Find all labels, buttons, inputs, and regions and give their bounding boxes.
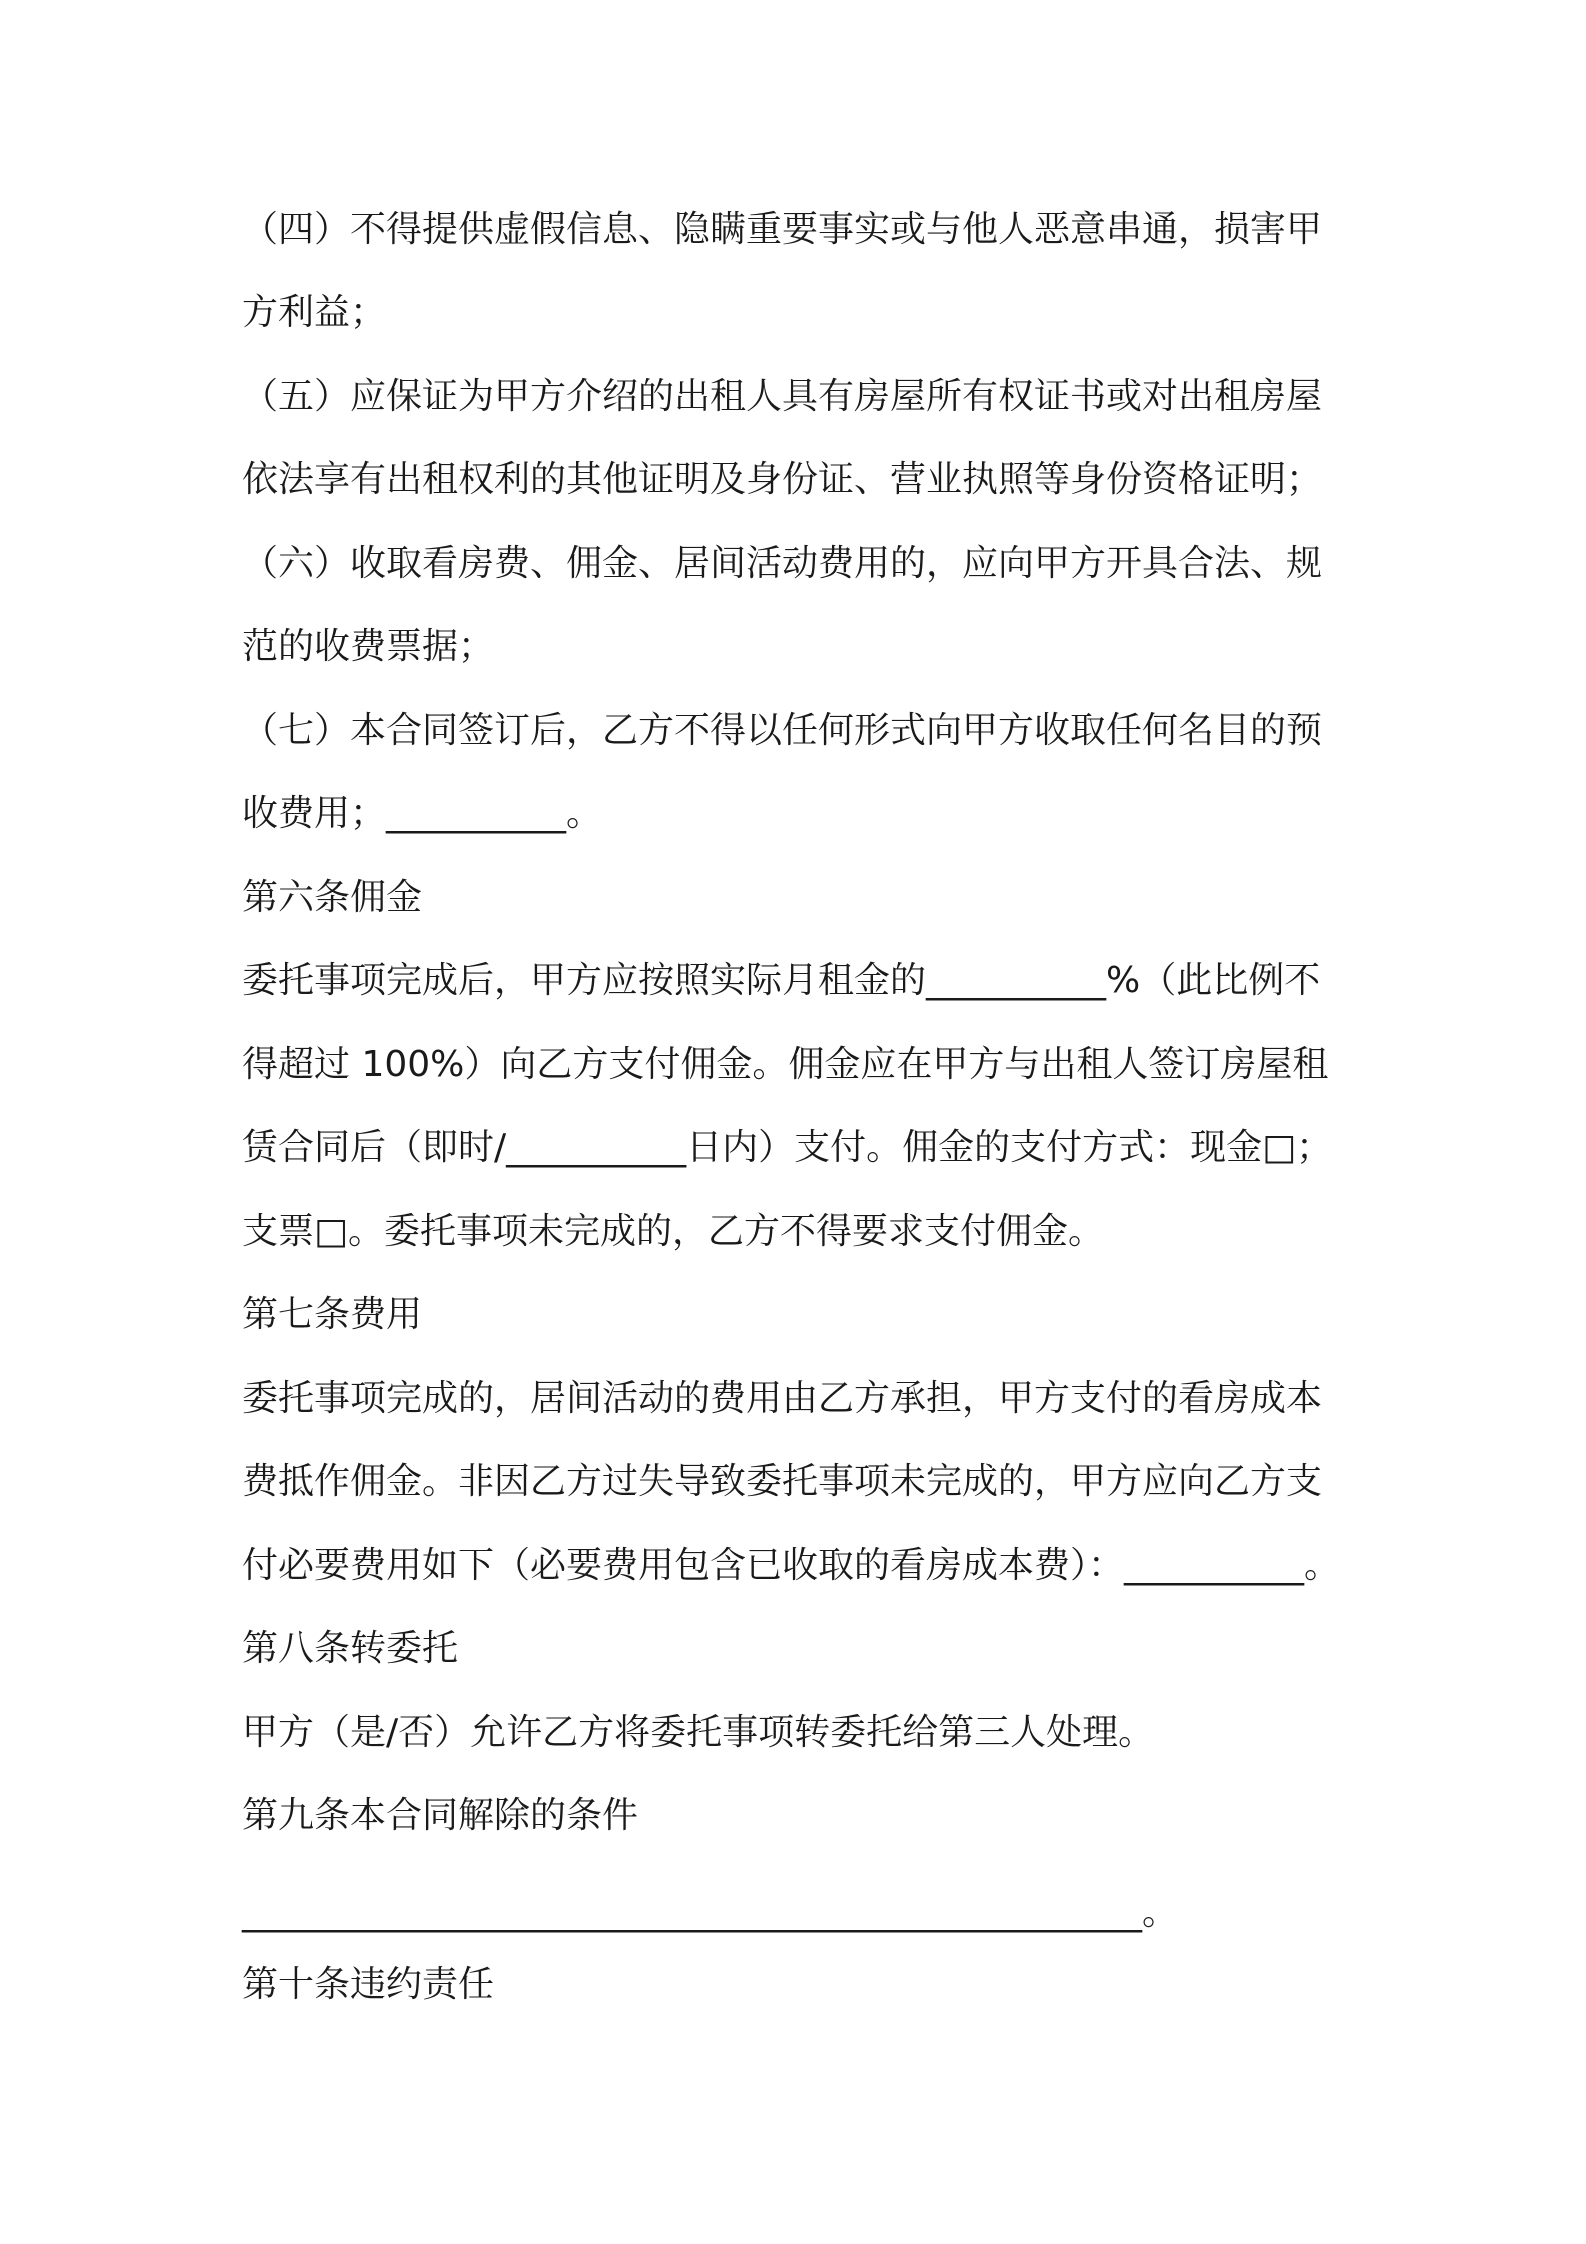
clause-5-item-4-line-2: 方利益；	[242, 292, 387, 333]
clause-7-heading: 第七条费用	[242, 1294, 423, 1335]
clause-5-item-7-line-1: （七）本合同签订后，乙方不得以任何形式向甲方收取任何名目的预	[242, 710, 1323, 751]
clause-9-blank-line: __________________________________________________。	[242, 1892, 1178, 1933]
clause-5-item-4-line-1: （四）不得提供虚假信息、隐瞒重要事实或与他人恶意串通，损害甲	[242, 209, 1323, 250]
clause-6-line-2: 得超过 100%）向乙方支付佣金。佣金应在甲方与出租人签订房屋租	[242, 1044, 1329, 1085]
clause-7-line-3: 付必要费用如下（必要费用包含已收取的看房成本费）：__________。	[242, 1545, 1341, 1586]
clause-5-item-7-line-2: 收费用；__________。	[242, 793, 603, 834]
clause-6-line-3: 赁合同后（即时/__________日内）支付。佣金的支付方式：现金□；	[242, 1127, 1333, 1168]
clause-7-line-1: 委托事项完成的，居间活动的费用由乙方承担，甲方支付的看房成本	[242, 1378, 1323, 1419]
clause-5-item-5-line-1: （五）应保证为甲方介绍的出租人具有房屋所有权证书或对出租房屋	[242, 376, 1323, 417]
clause-5-item-5-line-2: 依法享有出租权利的其他证明及身份证、营业执照等身份资格证明；	[242, 459, 1323, 500]
clause-6-heading: 第六条佣金	[242, 877, 423, 918]
clause-6-line-4: 支票□。委托事项未完成的，乙方不得要求支付佣金。	[242, 1211, 1105, 1252]
clause-10-heading: 第十条违约责任	[242, 1964, 495, 2005]
clause-6-line-1: 委托事项完成后，甲方应按照实际月租金的__________%（此比例不	[242, 960, 1321, 1001]
clause-5-item-6-line-1: （六）收取看房费、佣金、居间活动费用的，应向甲方开具合法、规	[242, 543, 1323, 584]
clause-8-line-1: 甲方（是/否）允许乙方将委托事项转委托给第三人处理。	[242, 1712, 1155, 1753]
clause-7-line-2: 费抵作佣金。非因乙方过失导致委托事项未完成的，甲方应向乙方支	[242, 1461, 1323, 1502]
clause-5-item-6-line-2: 范的收费票据；	[242, 626, 495, 667]
clause-9-heading: 第九条本合同解除的条件	[242, 1795, 639, 1836]
clause-8-heading: 第八条转委托	[242, 1628, 459, 1669]
